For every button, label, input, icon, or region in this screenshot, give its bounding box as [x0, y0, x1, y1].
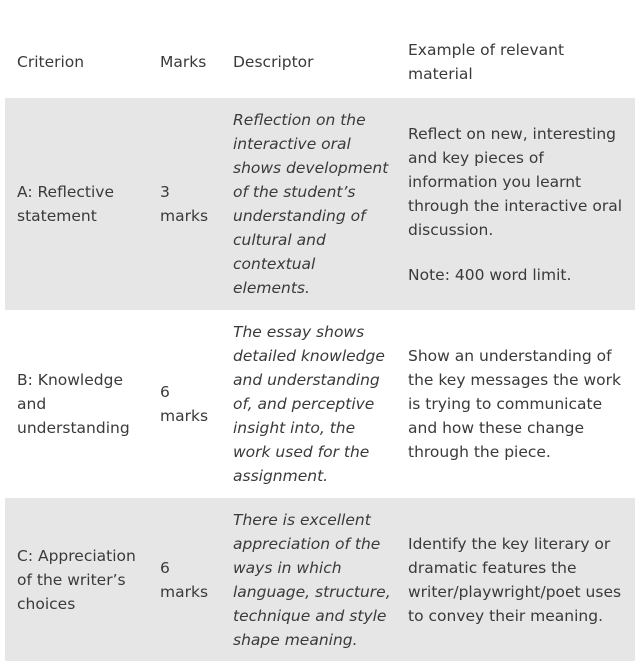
example-cell: Show an understanding of the key messages the work is trying to communicate and how these change through the piece.: [408, 347, 621, 461]
descriptor-cell: Reflection on the interactive oral shows development of the student’s understanding of cultural and contextual elements.: [233, 111, 389, 297]
assessment-criteria-table: [5, 26, 635, 661]
header-marks: Marks: [160, 53, 207, 71]
header-example: Example of relevant material: [408, 41, 565, 83]
example-text: Reflect on new, interesting and key pieces of information you learnt through the interactive oral discussion.: [408, 124, 623, 239]
table-row: [5, 98, 635, 310]
header-criterion: Criterion: [17, 53, 85, 71]
word-limit-note: Note: 400 word limit.: [408, 265, 572, 284]
example-cell: [395, 122, 635, 287]
table-row: [5, 310, 635, 498]
criterion-cell: C: Appreciation of the writer’s choices: [17, 546, 136, 613]
header-descriptor: Descriptor: [233, 53, 314, 71]
descriptor-cell: There is excellent appreciation of the ways in which language, structure, technique and style shape meaning.: [233, 510, 391, 649]
criterion-cell: B: Knowledge and understanding: [17, 371, 130, 437]
marks-cell: 3 marks: [160, 183, 209, 225]
marks-cell: 6 marks: [160, 383, 209, 425]
criterion-cell: A: Reflective statement: [17, 183, 115, 225]
descriptor-cell: The essay shows detailed knowledge and understanding of, and perceptive insight into, the work used for the assignment.: [233, 323, 385, 485]
marks-cell: 6 marks: [160, 558, 209, 601]
table-row: [5, 498, 635, 661]
example-cell: Identify the key literary or dramatic features the writer/playwright/poet uses to convey their meaning.: [408, 534, 622, 625]
table-header-row: [5, 26, 635, 98]
